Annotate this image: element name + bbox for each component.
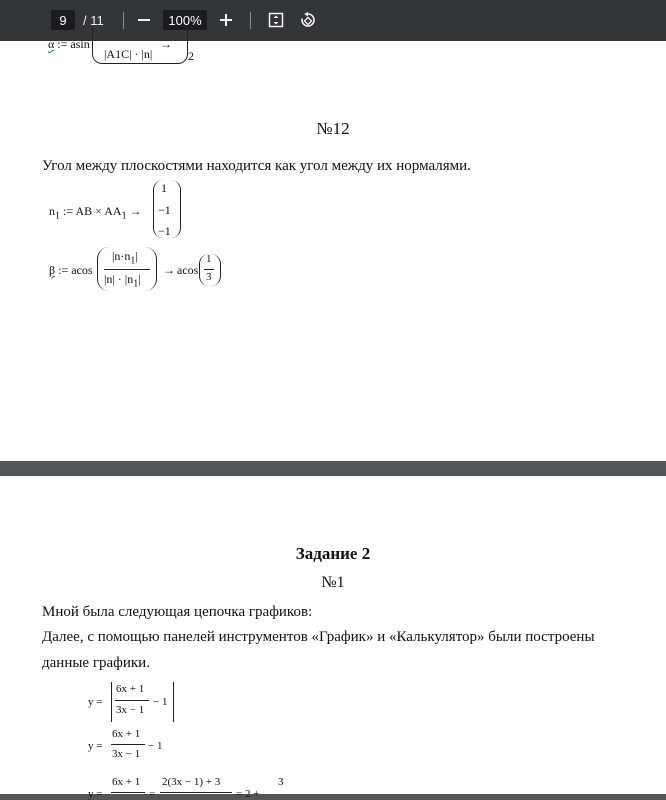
- eq-func: acos: [71, 263, 93, 277]
- rotate-icon: [299, 11, 317, 29]
- den-end: |: [138, 272, 141, 286]
- equation-n1: [49, 204, 142, 221]
- formula-var: α: [48, 37, 55, 51]
- eq-arrow: →: [129, 204, 142, 218]
- func2-num: 6x + 1: [112, 728, 141, 740]
- fraction-bar: [111, 792, 145, 793]
- num-sub: 1: [130, 255, 136, 267]
- formula-assign: :=: [57, 37, 68, 51]
- eq-expr: AB × AA: [75, 204, 122, 218]
- fraction-denominator: [104, 272, 141, 289]
- num-end: |: [135, 249, 138, 263]
- func3-num3: 3: [278, 776, 284, 788]
- plus-icon: [219, 13, 233, 27]
- formula-fragment: [48, 37, 90, 52]
- fraction-numerator: [112, 249, 138, 266]
- zoom-in-button[interactable]: [214, 8, 238, 32]
- vector-item: −1: [158, 224, 171, 238]
- eq-lhs: β: [49, 263, 56, 277]
- equation-beta: [49, 263, 93, 278]
- vector-item: 1: [161, 181, 167, 195]
- func2-tail: − 1: [148, 740, 163, 752]
- section-heading: №12: [316, 119, 350, 138]
- fraction-bar: [115, 700, 149, 701]
- fraction-bar: [160, 792, 232, 793]
- func3-lhs: y =: [88, 788, 103, 800]
- page-number-input[interactable]: 9: [51, 10, 75, 30]
- result-num: 1: [206, 253, 212, 265]
- eq-sub: 1: [121, 210, 127, 222]
- pdf-page: [0, 37, 666, 461]
- fraction-bar: [104, 269, 150, 270]
- func1-den: 3x − 1: [116, 704, 145, 716]
- eq-arrow: →: [163, 263, 175, 277]
- den-sub: 1: [133, 278, 139, 290]
- paragraph: Далее, с помощью панелей инструментов «График» и «Калькулятор» были построены: [42, 629, 595, 645]
- func3-mid: =: [149, 788, 156, 800]
- num: |n·n: [112, 249, 131, 263]
- den: |n| · |n: [104, 272, 134, 286]
- paragraph: Угол между плоскостями находится как угол между их нормалями.: [42, 158, 471, 174]
- func2-lhs: y =: [88, 740, 103, 752]
- pdf-page: [0, 476, 666, 800]
- paragraph: данные графики.: [42, 655, 150, 671]
- result-func: acos: [177, 263, 199, 277]
- func1-lhs: y =: [88, 696, 103, 708]
- abs-bar-right: [173, 682, 174, 722]
- vector-item: −1: [158, 203, 171, 217]
- rotate-button[interactable]: [296, 8, 320, 32]
- func1-tail: − 1: [153, 696, 168, 708]
- eq-assign: :=: [63, 204, 74, 218]
- eq-lhs: n: [49, 204, 55, 218]
- abs-bar-left: [111, 682, 112, 722]
- func3-num2: 2(3x − 1) + 3: [162, 776, 221, 788]
- formula-denominator: |A1C| · |n|: [104, 47, 153, 61]
- formula-result: 2: [188, 49, 194, 63]
- page-total: / 11: [83, 13, 104, 28]
- formula-func: asin: [70, 37, 90, 51]
- func1-num: 6x + 1: [116, 683, 145, 695]
- fit-to-page-button[interactable]: [264, 8, 288, 32]
- result-bar: [204, 269, 214, 270]
- eq-assign: :=: [58, 263, 69, 277]
- task-subheading: №1: [321, 574, 345, 591]
- result-den: 3: [206, 271, 212, 283]
- task-heading: Задание 2: [295, 544, 371, 563]
- eq-sub: 1: [55, 210, 60, 222]
- fit-page-icon: [268, 12, 284, 28]
- minus-icon: [137, 13, 151, 27]
- paragraph: Мной была следующая цепочка графиков:: [42, 604, 313, 620]
- formula-arrow: →: [160, 37, 172, 51]
- func3-tail: = 2 +: [236, 788, 260, 800]
- toolbar-divider: [250, 12, 251, 29]
- fraction-bar: [111, 744, 145, 745]
- func2-den: 3x − 1: [112, 748, 141, 760]
- zoom-input[interactable]: 100%: [163, 10, 207, 30]
- func3-num: 6x + 1: [112, 776, 141, 788]
